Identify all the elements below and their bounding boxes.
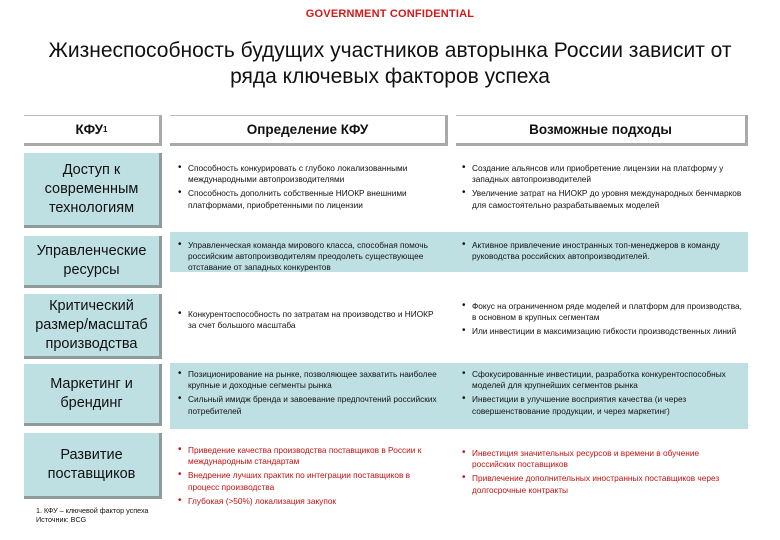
bullet-item: • Создание альянсов или приобретение лицензии на платформу у западных автопроизводителей bbox=[462, 163, 744, 185]
approaches-cell-technology bbox=[462, 163, 744, 214]
bullet-item: • Конкурентоспособность по затратам на производство и НИОКР за счет большого масштаба bbox=[178, 309, 440, 331]
page-title bbox=[40, 38, 740, 90]
kfu-label: Доступ к современным технологиям bbox=[44, 161, 139, 216]
definition-cell-suppliers bbox=[178, 445, 443, 510]
kfu-box-suppliers bbox=[24, 433, 162, 499]
bullet-item: • Или инвестиции в максимизацию гибкости производственных линий bbox=[462, 326, 744, 337]
column-header-definition bbox=[170, 115, 448, 146]
footnote-marker: 1 bbox=[103, 125, 108, 134]
approaches-cell-management bbox=[462, 240, 744, 265]
bullet-item: • Сильный имидж бренда и завоевание предпочтений российских потребителей bbox=[178, 394, 443, 416]
definition-cell-marketing bbox=[178, 369, 443, 420]
title-line-2: ряда ключевых факторов успеха bbox=[230, 65, 550, 88]
bullet-item: • Внедрение лучших практик по интеграции поставщиков в процесс производства bbox=[178, 470, 443, 492]
bullet-item: • Управленческая команда мирового класса, способная помочь российским автопроизводителям преодолеть существующее отставание от западных конкурентов bbox=[178, 240, 440, 274]
bullet-item: • Инвестиция значительных ресурсов и времени в обучение российских поставщиков bbox=[462, 448, 744, 470]
kfu-box-technology bbox=[24, 153, 162, 228]
bullet-item: • Увеличение затрат на НИОКР до уровня международных бенчмарков для самостоятельно разрабатываемых моделей bbox=[462, 188, 744, 210]
kfu-label: Развитие поставщиков bbox=[47, 446, 136, 482]
bullet-item: • Способность конкурировать с глубоко локализованными международными автопроизводителями bbox=[178, 163, 440, 185]
bullet-item: • Сфокусированные инвестиции, разработка конкурентоспособных моделей для крупнейших сегментов рынка bbox=[462, 369, 744, 391]
definition-cell-technology bbox=[178, 163, 440, 214]
approaches-cell-scale bbox=[462, 301, 744, 341]
approaches-cell-suppliers bbox=[462, 448, 744, 499]
approaches-cell-marketing bbox=[462, 369, 744, 420]
kfu-label: Маркетинг и брендинг bbox=[50, 375, 133, 411]
bullet-item: • Позиционирование на рынке, позволяющее захватить наиболее крупные и доходные сегменты рынка bbox=[178, 369, 443, 391]
bullet-item: • Инвестиции в улучшение восприятия качества (и через совершенствование продукции, и через маркетинг) bbox=[462, 394, 744, 416]
bullet-item: • Глубокая (>50%) локализация закупок bbox=[178, 496, 443, 507]
footnote-source: Источник: BCG bbox=[36, 515, 87, 524]
column-header-approaches-label: Возможные подходы bbox=[529, 122, 672, 137]
column-header-definition-label: Определение КФУ bbox=[246, 122, 369, 137]
bullet-item: • Активное привлечение иностранных топ-менеджеров в команду руководства российских автопроизводителей. bbox=[462, 240, 744, 262]
definition-cell-management bbox=[178, 240, 440, 277]
kfu-box-management bbox=[24, 236, 162, 288]
column-header-kfu-label: КФУ bbox=[75, 122, 103, 137]
footnote bbox=[36, 506, 148, 524]
kfu-label: Управленческие ресурсы bbox=[36, 242, 147, 278]
bullet-item: • Способность дополнить собственные НИОКР внешними платформами, приобретенными по лицензии bbox=[178, 188, 440, 210]
bullet-item: • Приведение качества производства поставщиков в России к международным стандартам bbox=[178, 445, 443, 467]
kfu-label: Критический размер/масштаб производства bbox=[35, 297, 148, 352]
column-header-approaches bbox=[456, 115, 748, 146]
bullet-item: • Привлечение дополнительных иностранных поставщиков через долгосрочные контракты bbox=[462, 473, 744, 495]
column-header-kfu bbox=[24, 115, 162, 146]
confidential-label: GOVERNMENT CONFIDENTIAL bbox=[305, 8, 475, 20]
kfu-box-marketing bbox=[24, 364, 162, 426]
bullet-item: • Фокус на ограниченном ряде моделей и платформ для производства, в основном в крупных сегментам bbox=[462, 301, 744, 323]
kfu-box-scale bbox=[24, 294, 162, 359]
definition-cell-scale bbox=[178, 309, 440, 334]
footnote-definition: 1. КФУ – ключевой фактор успеха bbox=[36, 506, 149, 515]
title-line-1: Жизнеспособность будущих участников авторынка России зависит от bbox=[48, 39, 732, 62]
